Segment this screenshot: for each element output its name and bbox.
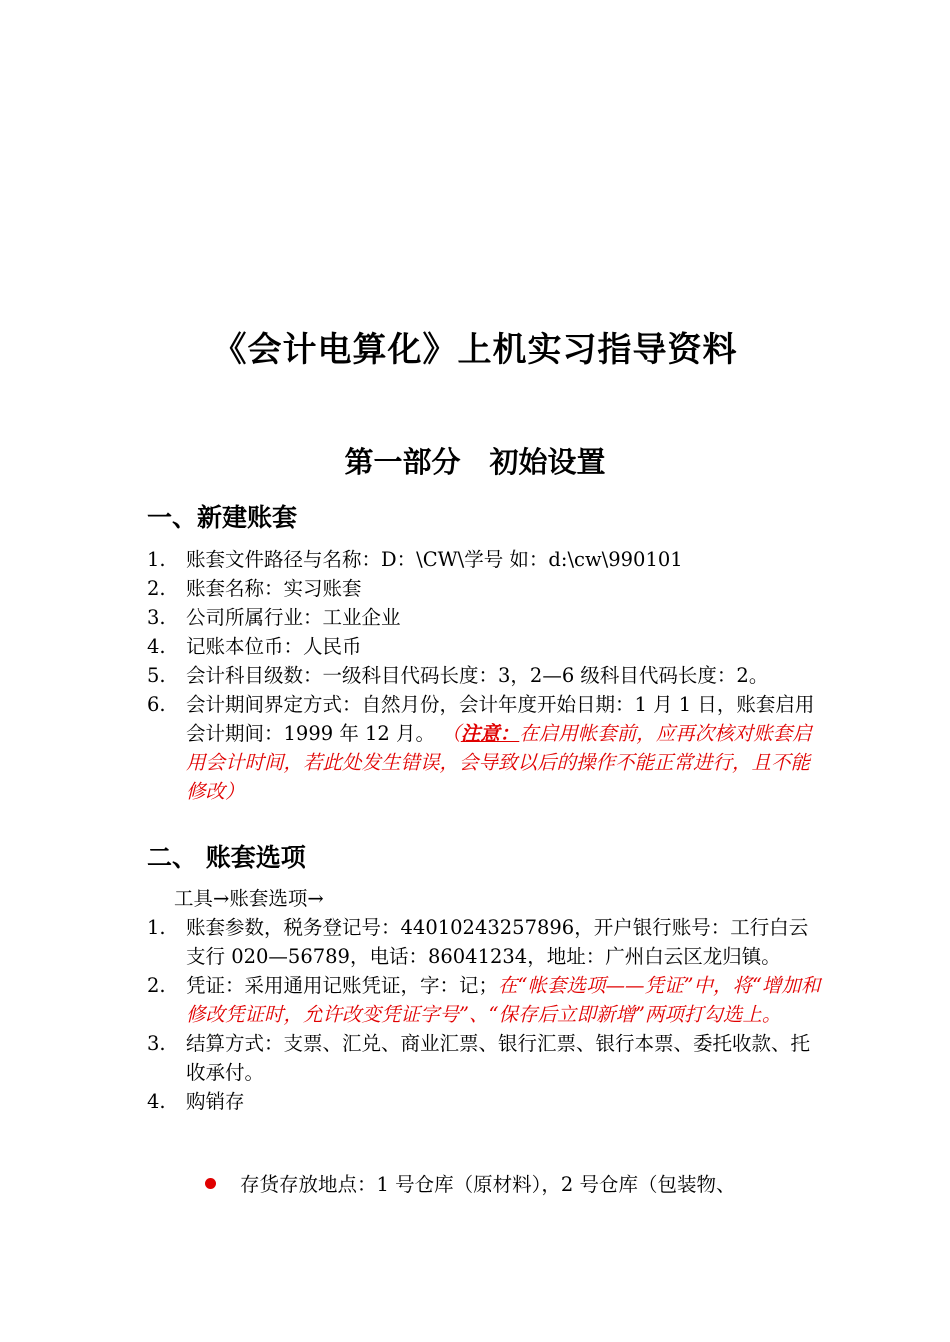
list-item-text: 会计科目级数：一级科目代码长度：3，2—6 级科目代码长度：2。: [186, 664, 769, 687]
section-heading-new-account-set: 一、新建账套: [147, 503, 298, 532]
list-item-number: 2.: [147, 577, 166, 600]
list-item-text: 记账本位币：人民币: [186, 635, 362, 658]
list-item: [147, 1029, 827, 1087]
note-open-paren: （: [441, 722, 461, 745]
list-item: [147, 603, 827, 632]
new-account-set-list: [147, 545, 827, 806]
part-title: 第一部分 初始设置: [344, 445, 606, 479]
note-text: 在“帐套选项——凭证”中，将“增加和修改凭证时，允许改变凭证字号”、“保存后立即新增”两项打勾选上。: [186, 974, 821, 1026]
list-item: [147, 632, 827, 661]
list-item-number: 4.: [147, 1090, 166, 1113]
list-item-text: 购销存: [186, 1090, 245, 1113]
note-text: 在启用帐套前，应再次核对账套启用会计时间，若此处发生错误，会导致以后的操作不能正常进行，且不能修改）: [186, 722, 812, 803]
list-item-number: 3.: [147, 1032, 166, 1055]
list-item: [147, 971, 827, 1029]
list-item-number: 5.: [147, 664, 166, 687]
list-item: [147, 690, 827, 806]
account-options-list: [147, 913, 827, 1116]
list-item-number: 4.: [147, 635, 166, 658]
list-item: [147, 1087, 827, 1116]
list-item-text: 会计期间界定方式：自然月份，会计年度开始日期：1 月 1 日，账套启用会计期间：1999 年 12 月。: [186, 693, 815, 745]
list-item-number: 1.: [147, 548, 166, 571]
list-item-number: 6.: [147, 693, 166, 716]
list-item-number: 3.: [147, 606, 166, 629]
list-item: [147, 913, 827, 971]
list-item-number: 2.: [147, 974, 166, 997]
bullet-dot-icon: [205, 1178, 216, 1189]
list-item-text: 账套参数，税务登记号：44010243257896，开户银行账号：工行白云支行 020—56789，电话：86041234，地址：广州白云区龙归镇。: [186, 916, 809, 968]
section-heading-account-options: 二、 账套选项: [147, 843, 306, 872]
menu-path: 工具→账套选项→: [174, 887, 324, 910]
note-label: 注意：: [460, 722, 520, 745]
list-item: [147, 574, 827, 603]
list-item: [147, 545, 827, 574]
list-item-text: 账套名称：实习账套: [186, 577, 362, 600]
list-item-text: 结算方式：支票、汇兑、商业汇票、银行汇票、银行本票、委托收款、托收承付。: [186, 1032, 811, 1084]
list-item-text: 公司所属行业：工业企业: [186, 606, 401, 629]
list-item-number: 1.: [147, 916, 166, 939]
page-title: 《会计电算化》上机实习指导资料: [212, 330, 738, 370]
bullet-item-text: 存货存放地点：1 号仓库（原材料），2 号仓库（包装物、: [240, 1173, 736, 1196]
list-item-text: 凭证：采用通用记账凭证，字：记；: [186, 974, 499, 997]
list-item: [147, 661, 827, 690]
list-item-text: 账套文件路径与名称：D：\CW\学号 如：d:\cw\990101: [186, 548, 683, 571]
